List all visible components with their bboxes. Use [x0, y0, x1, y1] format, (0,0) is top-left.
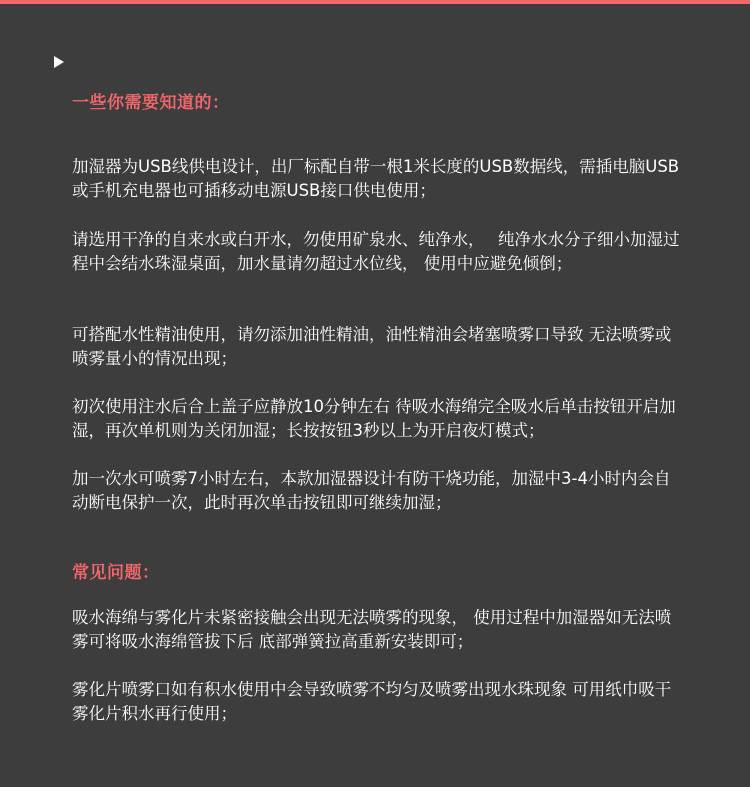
paragraph-first-use: 初次使用注水后合上盖子应静放10分钟左右 待吸水海绵完全吸水后单击按钮开启加湿，再次单机则为关闭加湿；长按按钮3秒以上为开启夜灯模式；	[72, 397, 676, 440]
paragraph-oil: 可搭配水性精油使用，请勿添加油性精油，油性精油会堵塞喷雾口导致 无法喷雾或喷雾量小的情况出现；	[72, 325, 672, 368]
section-title-faq: 常见问题：	[72, 563, 160, 583]
paragraph-power: 加湿器为USB线供电设计，出厂标配自带一根1米长度的USB数据线，需插电脑USB或手机充电器也可插移动电源USB接口供电使用；	[72, 157, 680, 200]
section-title-notes: 一些你需要知道的：	[72, 93, 230, 113]
play-triangle-icon	[54, 56, 64, 68]
top-accent-bar	[0, 0, 750, 4]
paragraph-water: 请选用干净的自来水或白开水，勿使用矿泉水、纯净水， 纯净水水分子细小加湿过程中会结水珠湿桌面，加水量请勿超过水位线， 使用中应避免倾倒；	[72, 230, 680, 273]
paragraph-faq-sponge: 吸水海绵与雾化片未紧密接触会出现无法喷雾的现象， 使用过程中加湿器如无法喷雾可将吸水海绵管拔下后 底部弹簧拉高重新安装即可；	[72, 608, 672, 651]
paragraph-faq-nozzle: 雾化片喷雾口如有积水使用中会导致喷雾不均匀及喷雾出现水珠现象 可用纸巾吸干雾化片积水再行使用；	[72, 680, 672, 723]
paragraph-runtime: 加一次水可喷雾7小时左右，本款加湿器设计有防干烧功能，加湿中3-4小时内会自动断电保护一次，此时再次单击按钮即可继续加湿；	[72, 469, 671, 512]
